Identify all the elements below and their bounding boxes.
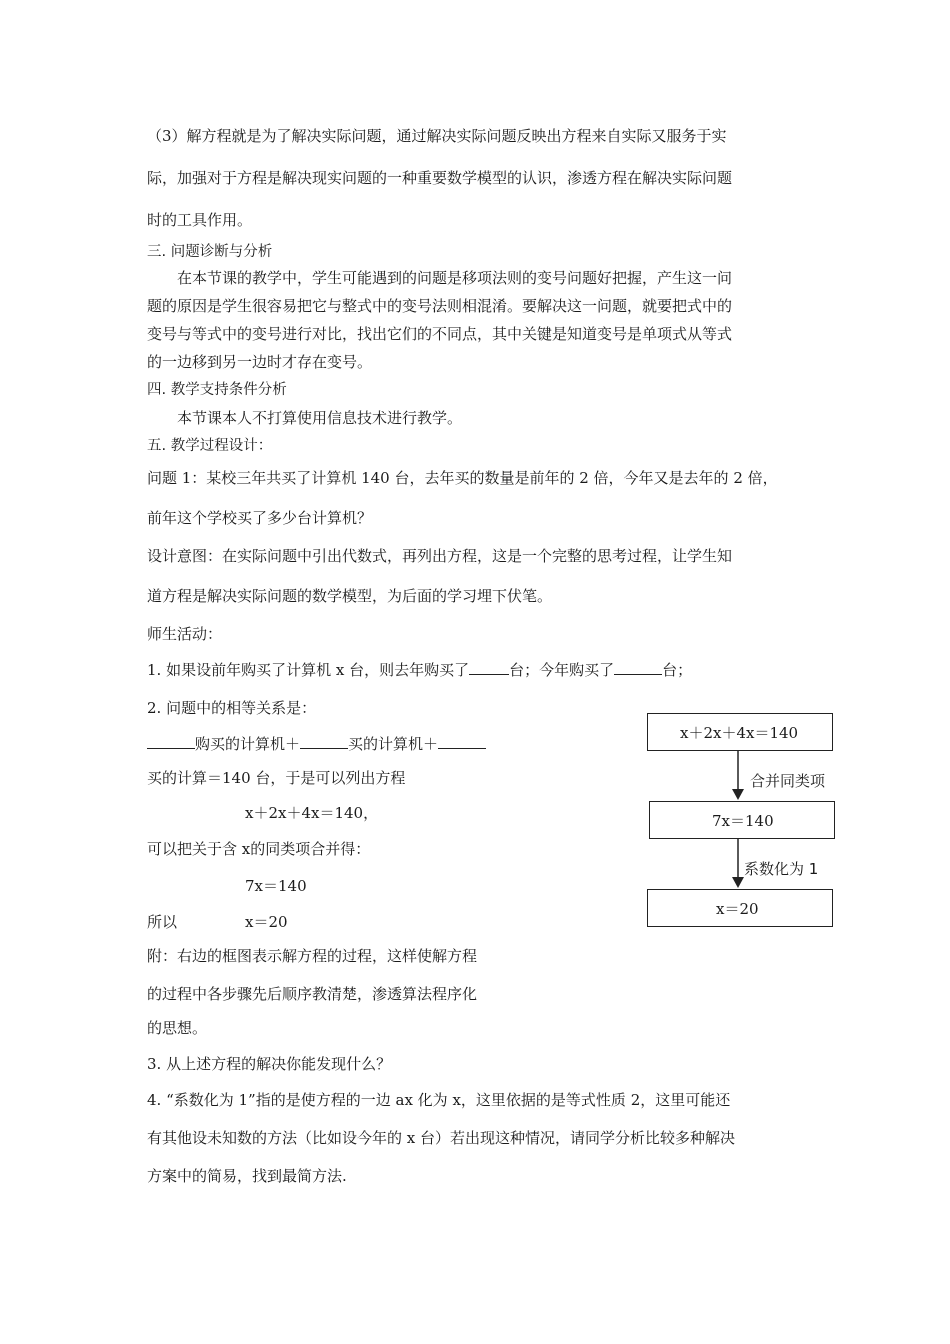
combine-text-b: 的同类项合并得：: [250, 840, 371, 858]
flowchart-arrow-1: [731, 751, 745, 801]
flowchart-box-2: [649, 801, 835, 839]
item1-text-b: 台，则去年购买了: [344, 661, 470, 679]
item4-text-c: ，这里依据的是等式性质 2，这里可能还: [460, 1091, 731, 1109]
item1-text-a: 1. 如果设前年购买了计算机: [147, 661, 336, 679]
activity-label: 师生活动：: [147, 625, 223, 643]
item1-var: x: [335, 661, 345, 679]
blank-rel-1[interactable]: [147, 734, 195, 749]
equation-1: x＋2x＋4x＝140，: [245, 804, 379, 822]
section4-line1: 本节课本人不打算使用信息技术进行教学。: [177, 409, 463, 427]
section5-heading: 五. 教学过程设计：: [147, 438, 273, 454]
note-line2: 的过程中各步骤先后顺序教清楚，渗透算法程序化: [147, 985, 478, 1003]
section4-heading: 四. 教学支持条件分析: [147, 382, 287, 398]
flowchart-box-3-text: x＝20: [716, 899, 759, 918]
para3-line2: 际，加强对于方程是解决现实问题的一种重要数学模型的认识，渗透方程在解决实际问题: [147, 169, 733, 187]
item4-var-ax: ax: [395, 1091, 413, 1109]
equation-2: 7x＝140: [245, 877, 307, 895]
item4-line3: 方案中的简易，找到最简方法.: [147, 1167, 347, 1185]
note-line3: 的思想。: [147, 1019, 208, 1037]
eq-rel-a: 购买的计算机＋: [195, 735, 301, 753]
blank-rel-2[interactable]: [300, 734, 348, 749]
combine-var: x: [241, 840, 251, 858]
flowchart-step-2: 系数化为 1: [744, 860, 819, 878]
problem-line1: 问题 1：某校三年共买了计算机 140 台，去年买的数量是前年的 2 倍，今年又是去年的 2 倍，: [147, 469, 778, 487]
so-label: 所以: [147, 913, 178, 931]
item4-line2: 有其他设未知数的方法（比如设今年的 x 台）若出现这种情况，请同学分析比较多种解决: [147, 1129, 735, 1147]
section3-line4: 的一边移到另一边时才存在变号。: [147, 353, 373, 371]
section3-line1: 在本节课的教学中，学生可能遇到的问题是移项法则的变号问题好把握，产生这一问: [177, 269, 733, 287]
blank-last-year[interactable]: [469, 660, 509, 675]
note-line1: 附：右边的框图表示解方程的过程，这样使解方程: [147, 947, 478, 965]
item4-line1: [147, 1090, 730, 1110]
item1-text-c: 台；今年购买了: [509, 661, 615, 679]
combine-line: [147, 839, 370, 859]
eq-rel-c: 买的计算＝140 台，于是可以列出方程: [147, 769, 406, 787]
section3-line2: 题的原因是学生很容易把它与整式中的变号法则相混淆。要解决这一问题，就要把式中的: [147, 297, 733, 315]
flowchart-box-1: [647, 713, 833, 751]
item4-var-x: x: [452, 1091, 461, 1109]
para3-line1: （3）解方程就是为了解决实际问题，通过解决实际问题反映出方程来自实际又服务于实: [147, 127, 727, 145]
flowchart-box-3: [647, 889, 833, 927]
blank-rel-3[interactable]: [438, 734, 486, 749]
item3: 3. 从上述方程的解决你能发现什么？: [147, 1055, 392, 1073]
intent-line1: 设计意图：在实际问题中引出代数式，再列出方程，这是一个完整的思考过程，让学生知: [147, 547, 733, 565]
item1-text-d: 台；: [662, 661, 693, 679]
flowchart-step-1: 合并同类项: [750, 772, 826, 790]
item4-text-b: 化为: [412, 1091, 453, 1109]
flowchart-box-1-text: x＋2x＋4x＝140: [680, 723, 799, 742]
equality-relation: [147, 734, 486, 754]
section3-line3: 变号与等式中的变号进行对比，找出它们的不同点，其中关键是知道变号是单项式从等式: [147, 325, 733, 343]
item1: [147, 660, 692, 680]
section3-heading: 三. 问题诊断与分析: [147, 244, 273, 260]
flowchart-arrow-2: [731, 839, 745, 889]
equation-3: x＝20: [245, 913, 288, 931]
item4-text-a: 4. “系数化为 1”指的是使方程的一边: [147, 1091, 396, 1109]
blank-this-year[interactable]: [614, 660, 662, 675]
para3-line3: 时的工具作用。: [147, 211, 253, 229]
combine-text-a: 可以把关于含: [147, 840, 242, 858]
eq-rel-b: 买的计算机＋: [348, 735, 439, 753]
problem-line2: 前年这个学校买了多少台计算机？: [147, 509, 373, 527]
flowchart-box-2-text: 7x＝140: [712, 811, 774, 830]
intent-line2: 道方程是解决实际问题的数学模型，为后面的学习埋下伏笔。: [147, 587, 553, 605]
item2: 2. 问题中的相等关系是：: [147, 699, 317, 717]
